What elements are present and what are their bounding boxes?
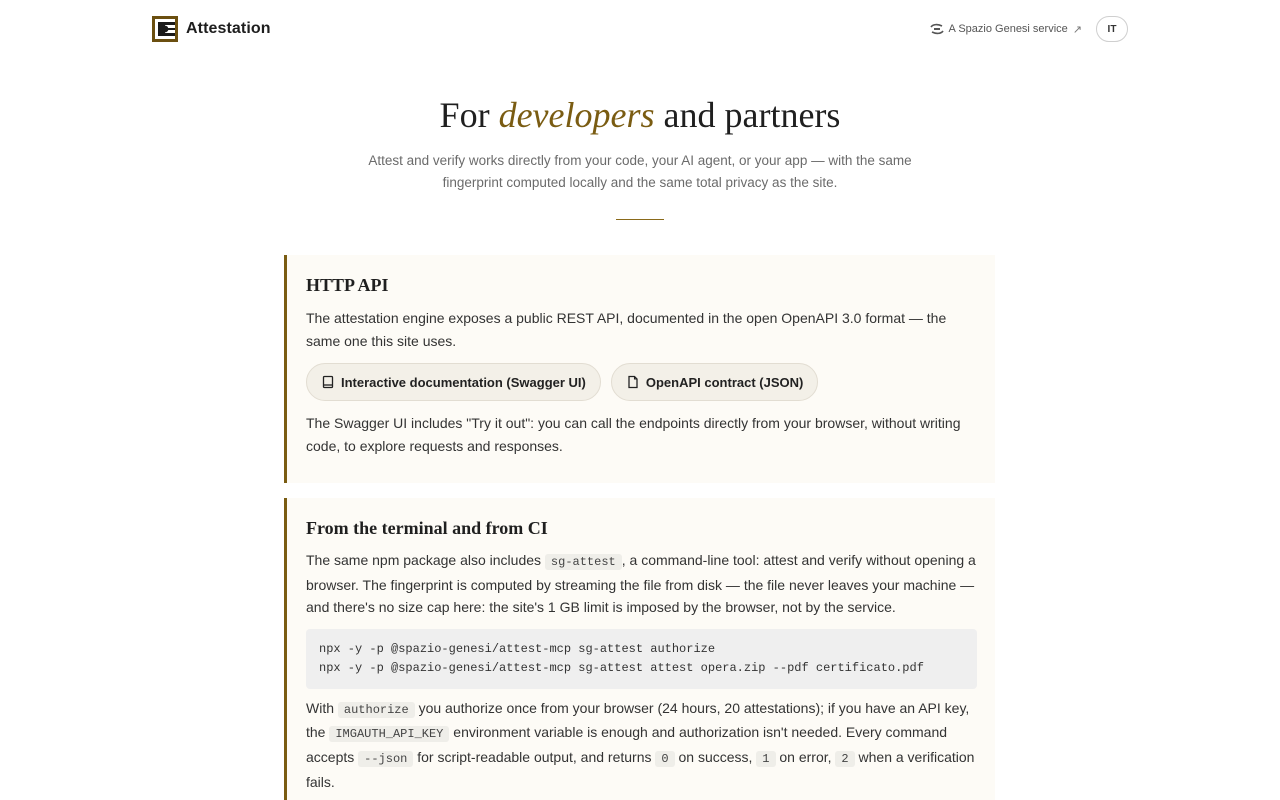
cli-description: The same npm package also includes sg-attest , a command-line tool: attest and verify without opening a browser. The fingerprint is computed by streaming the file from disk — the file never leaves your machine — and there's no size cap here: the site's 1 GB limit is imposed by the browser, not by the service.: [306, 552, 976, 616]
page-subtitle: Attest and verify works directly from your code, your AI agent, or your app — with the same fingerprint computed locally and the same total privacy as the site.: [368, 153, 912, 190]
page-title: [0, 92, 1280, 138]
cli-heading: From the terminal and from CI: [306, 518, 548, 538]
brand-name: Attestation: [186, 20, 271, 37]
openapi-json-label: OpenAPI contract (JSON): [645, 374, 804, 390]
http-api-heading: HTTP API: [306, 275, 389, 295]
external-link-icon: ↗: [1072, 23, 1082, 36]
openapi-json-button[interactable]: [611, 363, 818, 401]
spazio-genesi-icon: [930, 23, 944, 35]
title-accent: developers: [498, 95, 655, 135]
site-header: [0, 0, 1280, 56]
command-code-block[interactable]: [306, 629, 977, 689]
code-line: npx -y -p @spazio-genesi/attest-mcp sg-attest authorize: [319, 641, 716, 656]
inline-code: IMGAUTH_API_KEY: [329, 726, 449, 742]
language-toggle-button[interactable]: IT: [1096, 16, 1128, 42]
inline-code: sg-attest: [545, 554, 622, 570]
brand[interactable]: [152, 16, 271, 42]
swagger-ui-button[interactable]: [306, 363, 601, 401]
book-icon: [321, 375, 335, 389]
http-api-description: The attestation engine exposes a public REST API, documented in the open OpenAPI 3.0 format — the same one this site uses.: [306, 310, 947, 349]
title-pre: For: [439, 95, 499, 135]
service-label: A Spazio Genesi service: [948, 23, 1068, 35]
hero-divider: [616, 219, 664, 220]
swagger-note: The Swagger UI includes "Try it out": you can call the endpoints directly from your browser, without writing code, to explore requests and responses.: [306, 415, 961, 454]
hero: [0, 92, 1280, 220]
http-api-buttons: [306, 363, 976, 401]
inline-code: 2: [835, 751, 854, 767]
cli-section: [284, 498, 995, 800]
spazio-genesi-link[interactable]: [930, 17, 1082, 41]
cli-usage-text: With authorize you authorize once from your browser (24 hours, 20 attestations); if you have an API key, the IMGAUTH_API_KEY environment variable is enough and authorization isn't needed. Every command accepts --json for script-readable output, and returns 0 on success, 1 on error, 2 when a verification fails.: [306, 699, 975, 790]
title-post: and partners: [654, 95, 841, 135]
code-line: npx -y -p @spazio-genesi/attest-mcp sg-attest attest opera.zip --pdf certificato.pdf: [319, 660, 924, 675]
attestation-logo-icon: [152, 16, 178, 42]
inline-code: authorize: [338, 702, 415, 718]
inline-code: 0: [655, 751, 674, 767]
http-api-section: [284, 255, 995, 483]
inline-code: --json: [358, 751, 413, 767]
swagger-ui-label: Interactive documentation (Swagger UI): [341, 374, 586, 390]
inline-code: 1: [756, 751, 775, 767]
document-icon: [626, 375, 640, 389]
